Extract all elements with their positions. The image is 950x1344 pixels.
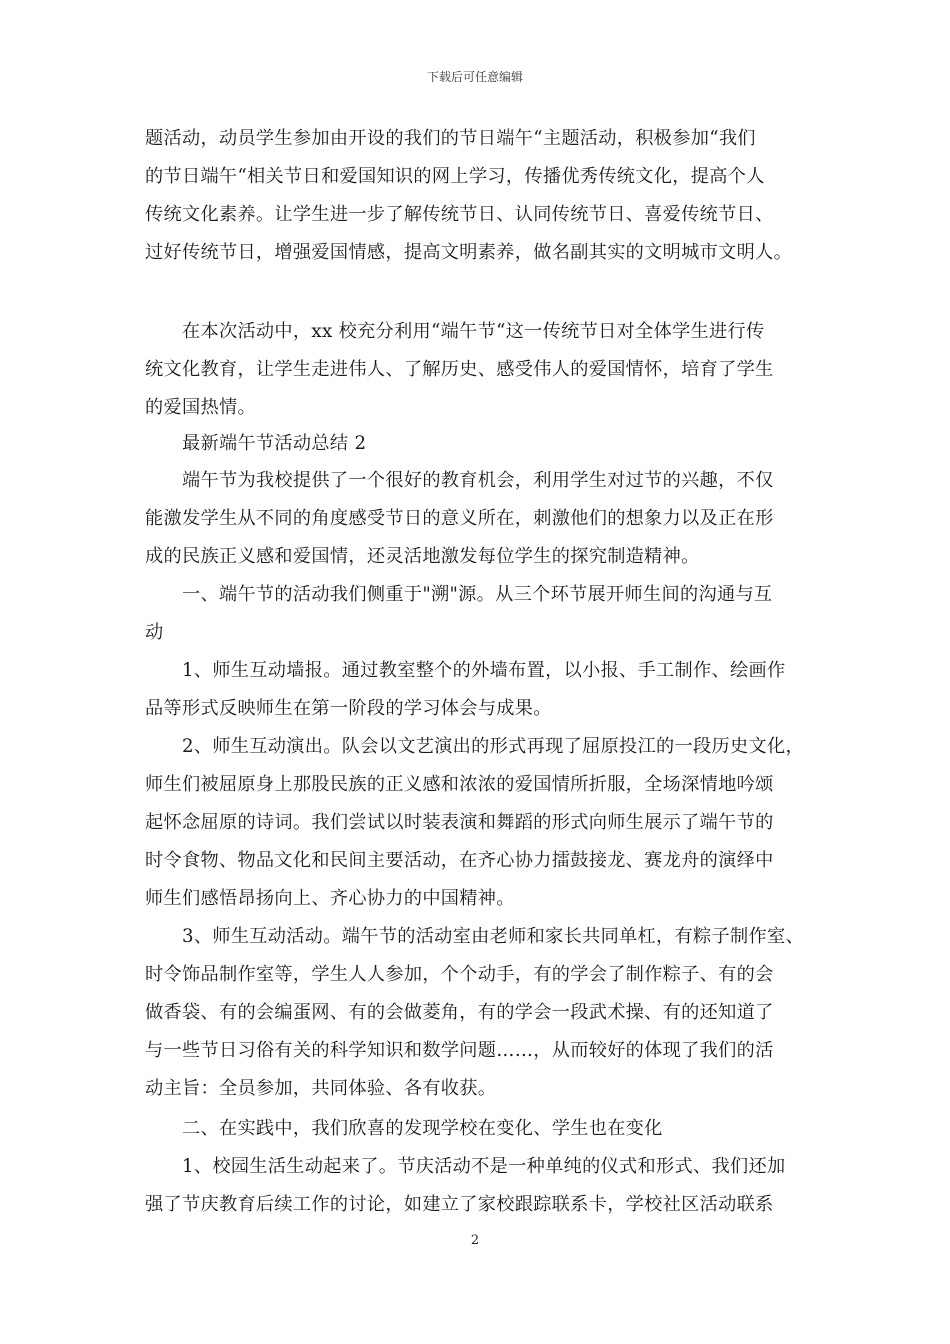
- section-heading: 最新端午节活动总结 2: [145, 433, 367, 454]
- text-line: 成的民族正义感和爱国情，还灵活地激发每位学生的探究制造精神。: [145, 546, 700, 567]
- page-header: 下载后可任意编辑: [426, 70, 523, 84]
- text-line: 动: [145, 622, 164, 643]
- text-line: 在本次活动中，xx 校充分利用“端午节“这一传统节日对全体学生进行传: [145, 321, 765, 342]
- text-line: 强了节庆教育后续工作的讨论，如建立了家校跟踪联系卡，学校社区活动联系: [145, 1194, 774, 1215]
- text-line: 做香袋、有的会编蛋网、有的会做菱角，有的学会一段武术操、有的还知道了: [145, 1002, 774, 1023]
- text-line: 1、师生互动墙报。通过教室整个的外墙布置，以小报、手工制作、绘画作: [145, 660, 786, 681]
- text-line: 动主旨：全员参加，共同体验、各有收获。: [145, 1078, 497, 1099]
- text-line: 题活动，动员学生参加由开设的我们的节日端午“主题活动，积极参加“我们: [145, 128, 756, 149]
- text-line: 1、校园生活生动起来了。节庆活动不是一种单纯的仪式和形式、我们还加: [145, 1156, 786, 1177]
- text-line: 师生们感悟昂扬向上、齐心协力的中国精神。: [145, 888, 515, 909]
- text-line: 时令饰品制作室等，学生人人参加，个个动手，有的学会了制作粽子、有的会: [145, 964, 774, 985]
- text-line: 统文化教育，让学生走进伟人、了解历史、感受伟人的爱国情怀，培育了学生: [145, 359, 774, 380]
- text-line: 二、在实践中，我们欣喜的发现学校在变化、学生也在变化: [145, 1118, 663, 1139]
- text-line: 过好传统节日，增强爱国情感，提高文明素养，做名副其实的文明城市文明人。: [145, 242, 793, 263]
- text-line: 的节日端午“相关节日和爱国知识的网上学习，传播优秀传统文化，提高个人: [145, 166, 765, 187]
- text-line: 能激发学生从不同的角度感受节日的意义所在，刺激他们的想象力以及正在形: [145, 508, 774, 529]
- text-line: 与一些节日习俗有关的科学知识和数学问题……，从而较好的体现了我们的活: [145, 1040, 774, 1061]
- text-line: 传统文化素养。让学生进一步了解传统节日、认同传统节日、喜爱传统节日、: [145, 204, 774, 225]
- text-line: 师生们被屈原身上那股民族的正义感和浓浓的爱国情所折服，全场深情地吟颂: [145, 774, 774, 795]
- text-line: 2、师生互动演出。队会以文艺演出的形式再现了屈原投江的一段历史文化，: [145, 736, 804, 757]
- text-line: 的爱国热情。: [145, 397, 256, 418]
- text-line: 时令食物、物品文化和民间主要活动，在齐心协力擂鼓接龙、赛龙舟的演绎中: [145, 850, 774, 871]
- text-line: 品等形式反映师生在第一阶段的学习体会与成果。: [145, 698, 552, 719]
- text-line: 起怀念屈原的诗词。我们尝试以时装表演和舞蹈的形式向师生展示了端午节的: [145, 812, 774, 833]
- page-number: 2: [470, 1233, 480, 1248]
- text-line: 端午节为我校提供了一个很好的教育机会，利用学生对过节的兴趣，不仅: [145, 470, 774, 491]
- text-line: 3、师生互动活动。端午节的活动室由老师和家长共同单杠，有粽子制作室、: [145, 926, 804, 947]
- text-line: 一、端午节的活动我们侧重于"溯"源。从三个环节展开师生间的沟通与互: [145, 584, 773, 605]
